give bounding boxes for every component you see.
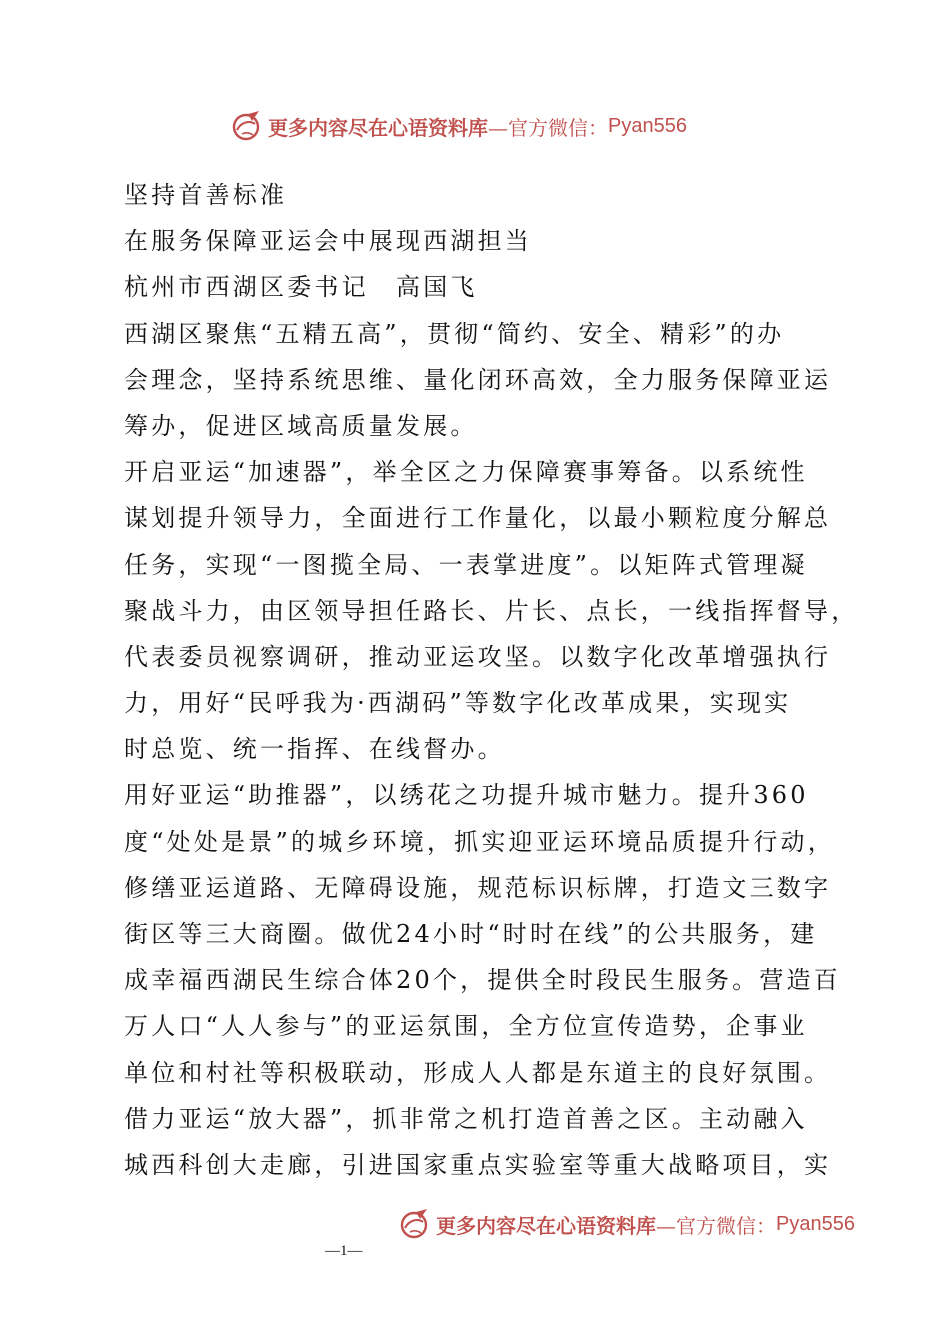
text-line: 谋划提升领导力，全面进行工作量化，以最小颗粒度分解总: [124, 504, 832, 533]
text-line: 成幸福西湖民生综合体20个，提供全时段民生服务。营造百: [124, 966, 841, 995]
text-line: 筹办，促进区域高质量发展。: [124, 411, 478, 440]
text-line: 会理念，坚持系统思维、量化闭环高效，全力服务保障亚运: [124, 365, 832, 394]
text-line: 单位和村社等积极联动，形成人人都是东道主的良好氛围。: [124, 1058, 832, 1087]
pen-swirl-logo-icon: [396, 1206, 432, 1242]
text-line: 城西科创大走廊，引进国家重点实验室等重大战略项目，实: [124, 1150, 832, 1179]
text-line: 任务，实现“一图揽全局、一表掌进度”。以矩阵式管理凝: [124, 550, 808, 579]
banner-wechat-id: Pyan556: [776, 1212, 855, 1235]
banner-sub-text: —官方微信：: [656, 1213, 776, 1238]
banner-main-text: 更多内容尽在心语资料库: [436, 1213, 656, 1238]
text-line: 万人口“人人参与”的亚运氛围，全方位宣传造势，企事业: [124, 1012, 808, 1041]
watermark-banner-top: [228, 108, 687, 144]
text-line: 度“处处是景”的城乡环境，抓实迎亚运环境品质提升行动，: [124, 827, 835, 856]
text-line: 开启亚运“加速器”，举全区之力保障赛事筹备。以系统性: [124, 458, 808, 487]
text-line: 聚战斗力，由区领导担任路长、片长、点长，一线指挥督导，: [124, 596, 859, 625]
document-body: [124, 172, 859, 1188]
banner-main-text: 更多内容尽在心语资料库: [268, 115, 488, 140]
text-line: 在服务保障亚运会中展现西湖担当: [124, 227, 532, 256]
text-line: 力，用好“民呼我为·西湖码”等数字化改革成果，实现实: [124, 689, 792, 718]
text-line: 西湖区聚焦“五精五高”，贯彻“简约、安全、精彩”的办: [124, 319, 785, 348]
text-line: 代表委员视察调研，推动亚运攻坚。以数字化改革增强执行: [124, 642, 832, 671]
text-line: 杭州市西湖区委书记 高国飞: [124, 273, 478, 302]
text-line: 时总览、统一指挥、在线督办。: [124, 735, 505, 764]
text-line: 借力亚运“放大器”，抓非常之机打造首善之区。主动融入: [124, 1104, 808, 1133]
page-number: —1—: [325, 1243, 363, 1259]
text-line: 街区等三大商圈。做优24小时“时时在线”的公共服务，建: [124, 920, 818, 948]
pen-swirl-logo-icon: [228, 108, 264, 144]
text-line: 坚持首善标准: [124, 181, 288, 209]
banner-sub-text: —官方微信：: [488, 115, 608, 140]
banner-wechat-id: Pyan556: [608, 114, 687, 137]
watermark-banner-bottom: [396, 1206, 855, 1242]
text-line: 用好亚运“助推器”，以绣花之功提升城市魅力。提升360: [124, 781, 809, 810]
text-line: 修缮亚运道路、无障碍设施，规范标识标牌，打造文三数字: [124, 873, 832, 902]
